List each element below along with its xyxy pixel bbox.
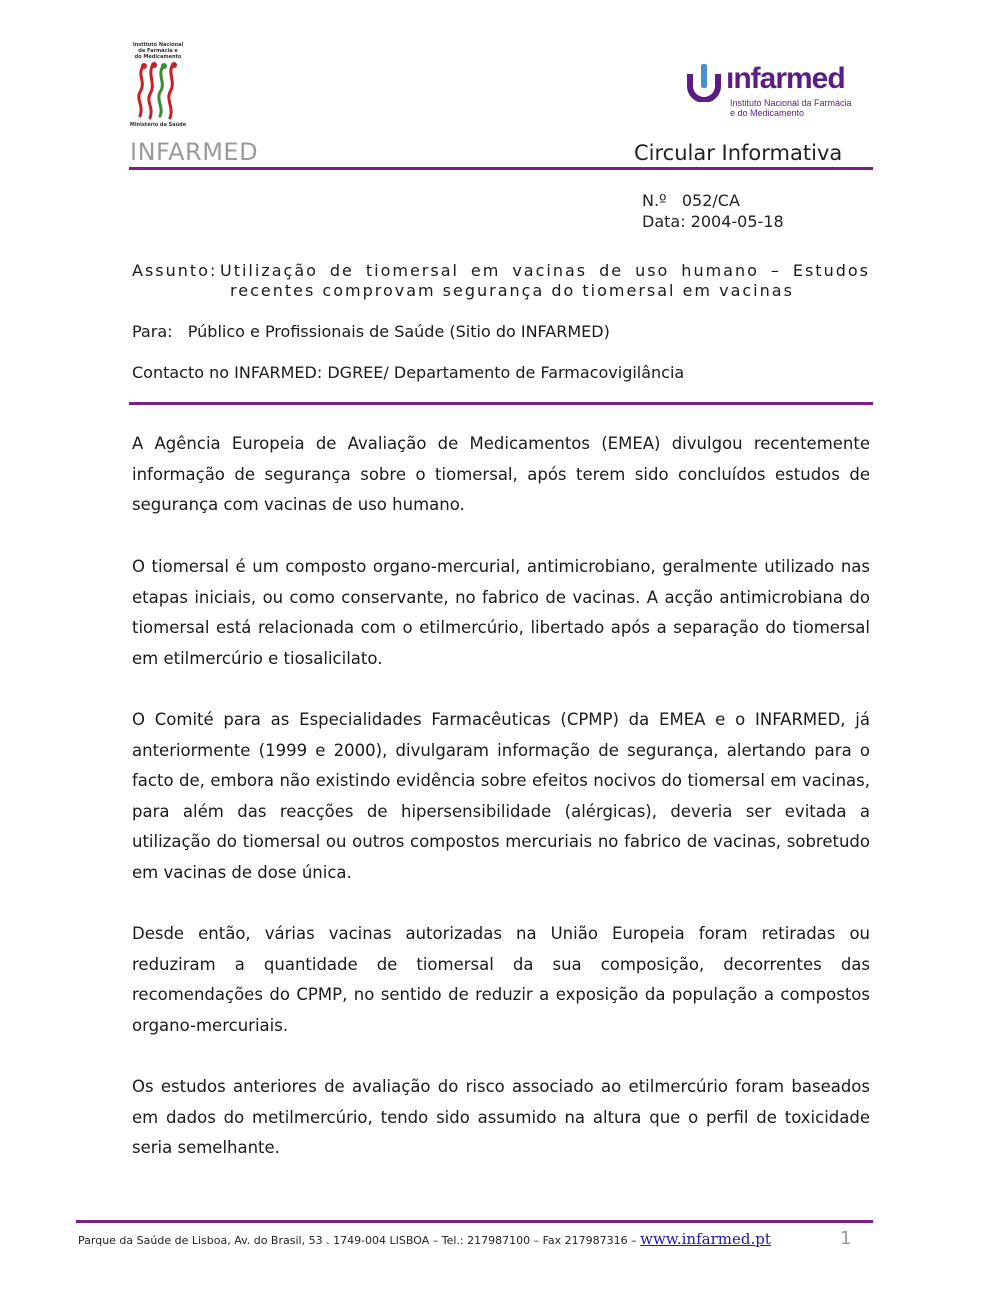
logo-caption: Ministério da Saúde [129,122,187,128]
recipients-value: Público e Profissionais de Saúde (Sitio do INFARMED) [187,322,610,341]
footer-address-line [78,1230,771,1248]
number-value: 052/CA [681,191,740,210]
subject-label: Assunto: [132,261,218,280]
brand-subtitle-2: e do Medicamento [730,108,805,118]
contact [132,363,684,382]
logo-line-1: Instituto Nacional [132,42,184,48]
circular-date [642,212,784,231]
body-paragraph-2: O tiomersal é um composto organo-mercurial, antimicrobiano, geralmente utilizado nas etapas iniciais, ou como conservante, no fabrico de vacinas. A acção antimicrobiana do tiomersal está relacionada com o etilmercúrio, libertado após a separação do tiomersal em etilmercúrio e tiosalicilato. [132,557,870,668]
ministry-logo [128,42,188,128]
infarmed-mark-icon [684,62,724,102]
header-org: INFARMED [130,138,259,166]
footer-divider [76,1220,873,1223]
document-type: Circular Informativa [634,141,843,165]
infarmed-logo [684,62,854,118]
subject-line-2: recentes comprovam segurança do tiomersal em vacinas [230,281,794,300]
body-paragraph-5: Os estudos anteriores de avaliação do risco associado ao etilmercúrio foram baseados em dados do metilmercúrio, tendo sido assumido na altura que o perfil de toxicidade seria semelhante. [132,1077,870,1158]
recipients-label: Para: [132,322,173,341]
body-paragraph-3: O Comité para as Especialidades Farmacêuticas (CPMP) da EMEA e o INFARMED, já anteriormente (1999 e 2000), divulgaram informação de segurança, alertando para o facto de, embora não existindo evidência sobre efeitos nocivos do tiomersal em vacinas, para além das reacções de hipersensibilidade (alérgicas), deveria ser evitada a utilização do tiomersal ou outros compostos mercuriais no fabrico de vacinas, sobretudo em vacinas de dose única. [132,710,870,882]
header-divider [129,167,873,170]
page-number: 1 [840,1228,852,1249]
website-link[interactable]: www.infarmed.pt [640,1230,771,1248]
circular-number [642,191,740,210]
footer-address: Parque da Saúde de Lisboa, Av. do Brasil, 53 . 1749-004 LISBOA – Tel.: 217987100 – Fax 217987316 – [78,1234,637,1247]
brand-name: ınfarmed [726,62,845,95]
subject-line-1: Utilização de tiomersal em vacinas de uso humano – Estudos [220,261,870,280]
number-label: N.º [642,191,667,210]
brand-subtitle-1: Instituto Nacional da Farmácia [730,98,852,108]
date-value: 2004-05-18 [690,212,784,231]
contact-label: Contacto no INFARMED: [132,363,323,382]
logo-line-3: do Medicamento [134,54,182,60]
recipients [132,322,610,341]
figures-emblem-icon [134,62,182,120]
body-paragraph-4: Desde então, várias vacinas autorizadas na União Europeia foram retiradas ou reduziram a quantidade de tiomersal da sua composição, decorrentes das recomendações do CPMP, no sentido de reduzir a exposição da população a compostos organo-mercuriais. [132,924,870,1035]
contact-value: DGREE/ Departamento de Farmacovigilância [327,363,685,382]
body-paragraph-1: A Agência Europeia de Avaliação de Medicamentos (EMEA) divulgou recentemente informação de segurança sobre o tiomersal, após terem sido concluídos estudos de segurança com vacinas de uso humano. [132,434,870,515]
section-divider [129,402,873,405]
logo-line-2: de Farmácia e [138,48,178,54]
date-label: Data: [642,212,686,231]
